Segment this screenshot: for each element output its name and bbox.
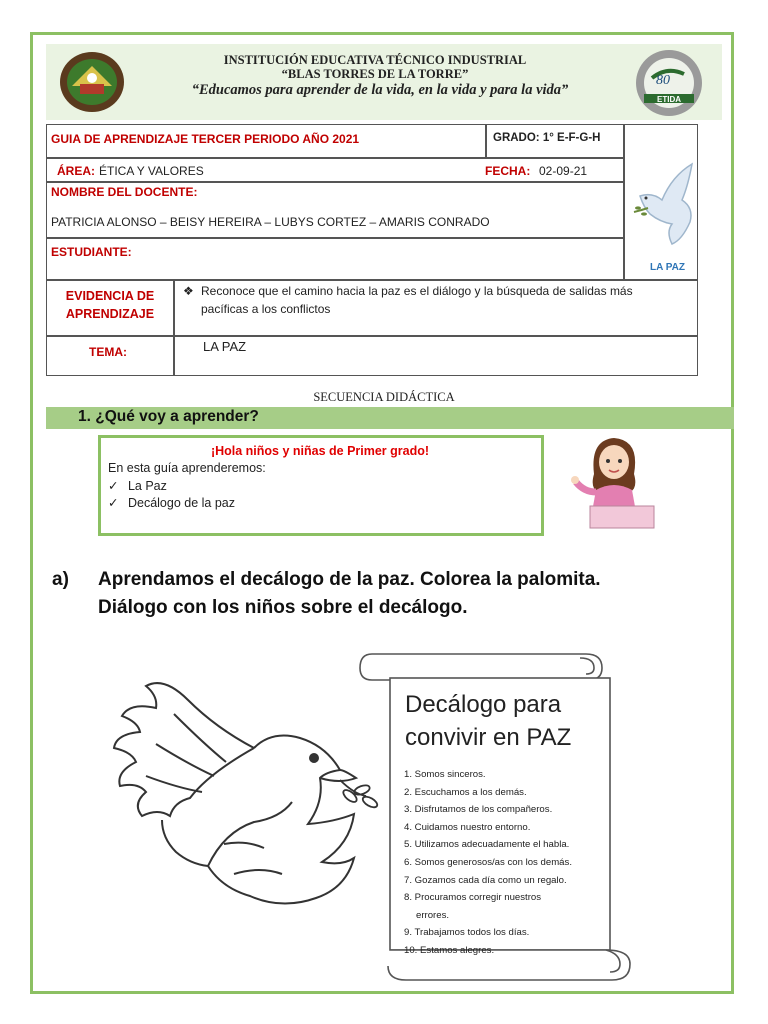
list-item: 3. Disfrutamos de los compañeros. bbox=[404, 804, 553, 816]
list-item: 5. Utilizamos adecuadamente el habla. bbox=[404, 839, 570, 851]
evidence-label-cell bbox=[46, 280, 174, 336]
evidence-label-2: APRENDIZAJE bbox=[65, 307, 155, 321]
institution-name bbox=[140, 53, 610, 81]
grade-cell bbox=[486, 124, 624, 158]
evidence-bullet: ❖ bbox=[183, 284, 194, 298]
check-icon: ✓ bbox=[108, 496, 119, 510]
list-item: 4. Cuidamos nuestro entorno. bbox=[404, 821, 531, 833]
greeting-intro: En esta guía aprenderemos: bbox=[108, 461, 266, 475]
teacher-illustration bbox=[568, 430, 660, 530]
list-item bbox=[108, 478, 167, 493]
institution-line: INSTITUCIÓN EDUCATIVA TÉCNICO INDUSTRIAL bbox=[223, 53, 527, 67]
school-name-line: “BLAS TORRES DE LA TORRE” bbox=[281, 67, 469, 81]
topic-value: LA PAZ bbox=[203, 339, 247, 354]
badge-text: ETIDA bbox=[657, 95, 681, 104]
activity-line-1: Aprendamos el decálogo de la paz. Colorea la palomita. bbox=[98, 569, 601, 590]
decalogue-title-line-2: convivir en PAZ bbox=[405, 724, 572, 751]
topic-value-cell bbox=[174, 336, 698, 376]
school-shield-logo bbox=[58, 50, 126, 114]
list-item: 2. Escuchamos a los demás. bbox=[404, 786, 527, 798]
sequence-title: SECUENCIA DIDÁCTICA bbox=[313, 390, 455, 404]
check-icon: ✓ bbox=[108, 479, 119, 493]
activity-letter: a) bbox=[52, 569, 69, 590]
greeting-title: ¡Hola niños y niñas de Primer grado! bbox=[210, 444, 430, 458]
list-item: 1. Somos sinceros. bbox=[404, 769, 486, 780]
school-motto: “Educamos para aprender de la vida, en la vida y para la vida” bbox=[191, 82, 569, 98]
section1-title: 1. ¿Qué voy a aprender? bbox=[78, 408, 259, 425]
evidence-text-cell bbox=[174, 280, 698, 336]
evidence-label-1: EVIDENCIA DE bbox=[65, 289, 155, 303]
teacher-cell bbox=[46, 182, 624, 238]
list-item: 7. Gozamos cada día como un regalo. bbox=[404, 874, 567, 886]
area-cell bbox=[46, 158, 624, 182]
decalogue-title-line-1: Decálogo para bbox=[405, 691, 562, 718]
activity-heading bbox=[52, 566, 601, 622]
list-item: 10. Estamos alegres. bbox=[404, 944, 495, 956]
list-item: 6. Somos generosos/as con los demás. bbox=[404, 856, 572, 868]
anniversary-gear-logo bbox=[622, 48, 716, 118]
teacher-label: NOMBRE DEL DOCENTE: bbox=[51, 185, 198, 199]
list-item: 8. Procuramos corregir nuestros bbox=[404, 892, 542, 904]
topic-label: TEMA: bbox=[89, 345, 127, 359]
teacher-value: PATRICIA ALONSO – BEISY HEREIRA – LUBYS CORTEZ – AMARIS CONRADO bbox=[51, 215, 490, 229]
list-item: 9. Trabajamos todos los días. bbox=[404, 927, 530, 939]
list-item bbox=[108, 495, 235, 510]
list-item-label: La Paz bbox=[127, 479, 167, 493]
decalogue-title bbox=[405, 688, 571, 754]
list-item-label: Decálogo de la paz bbox=[127, 496, 235, 510]
list-item: errores. bbox=[416, 909, 450, 921]
date-value: 02-09-21 bbox=[539, 164, 588, 178]
guide-title: GUIA DE APRENDIZAJE TERCER PERIODO AÑO 2021 bbox=[51, 132, 360, 146]
grade-label: GRADO: 1° E-F-G-H bbox=[493, 132, 601, 144]
coloring-dove-outline bbox=[104, 652, 394, 942]
decalogue-list bbox=[404, 766, 572, 960]
evidence-line-2: pacíficas a los conflictos bbox=[201, 302, 331, 316]
guide-title-cell bbox=[46, 124, 486, 158]
student-label: ESTUDIANTE: bbox=[51, 245, 132, 259]
student-cell bbox=[46, 238, 624, 280]
activity-line-2: Diálogo con los niños sobre el decálogo. bbox=[98, 597, 468, 618]
peace-dove-icon bbox=[632, 156, 702, 252]
date-label: FECHA: bbox=[485, 164, 531, 178]
svg-text:80: 80 bbox=[656, 73, 670, 88]
area-label: ÁREA: bbox=[57, 164, 95, 178]
evidence-line-1: Reconoce que el camino hacia la paz es el diálogo y la búsqueda de salidas más bbox=[201, 284, 633, 298]
topic-label-cell bbox=[46, 336, 174, 376]
dove-caption: LA PAZ bbox=[650, 262, 685, 273]
area-value: ÉTICA Y VALORES bbox=[99, 164, 204, 178]
